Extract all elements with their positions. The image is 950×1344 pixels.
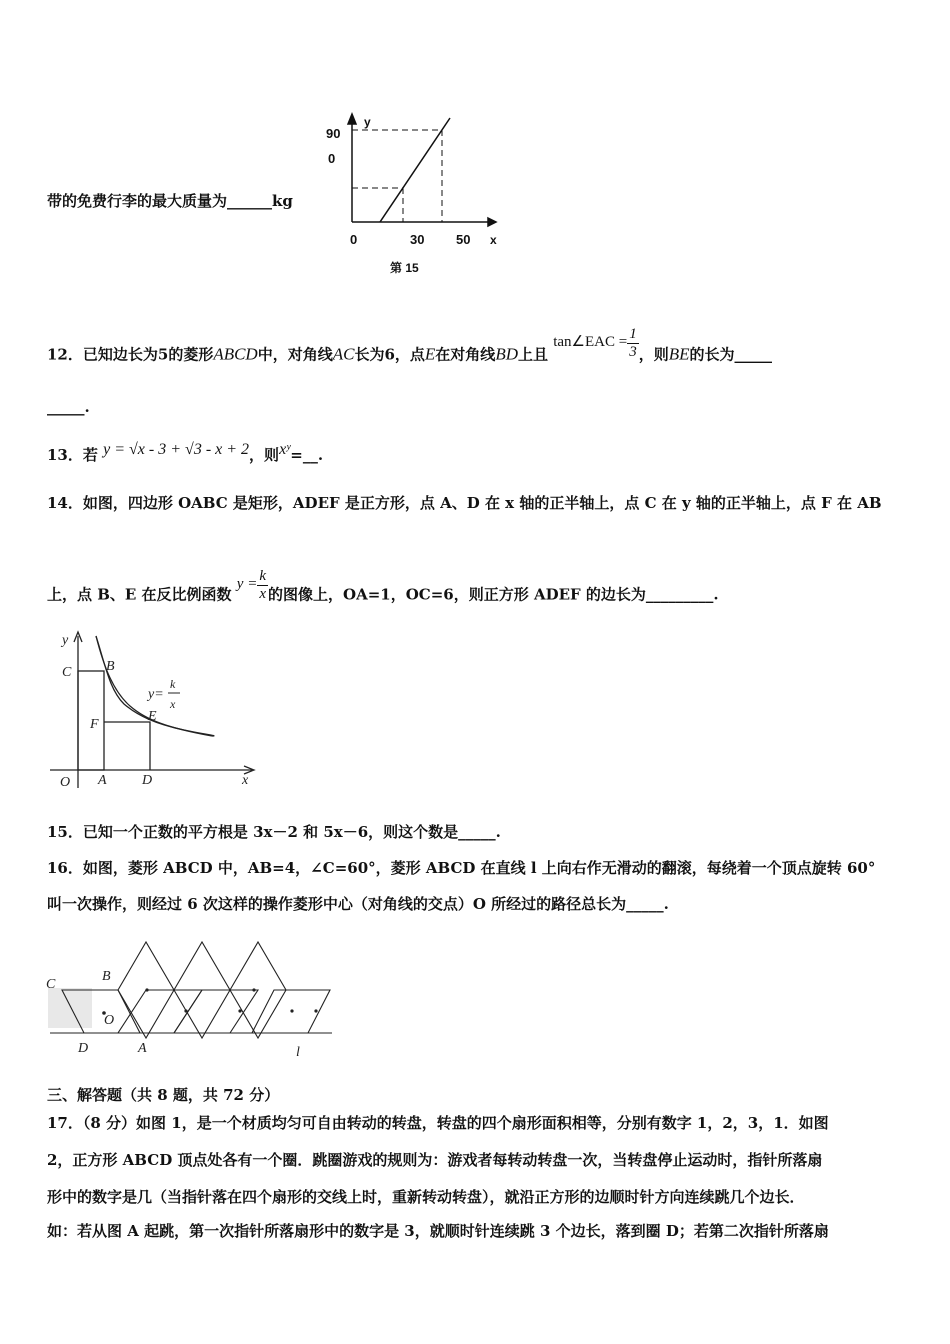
label-b: B: [102, 969, 111, 984]
baggage-graph: [320, 110, 520, 280]
label-c: C: [62, 665, 72, 680]
q13-text-1: 若: [82, 446, 98, 464]
x-axis-arrow: [488, 218, 496, 226]
label-c: C: [46, 977, 56, 992]
q12-text-1: 已知边长为5的菱形: [82, 345, 214, 364]
center-dot-2: [184, 1009, 187, 1012]
label-o: O: [104, 1013, 115, 1028]
q17-line2: 2，正方形 ABCD 顶点处各有一个圈．跳圈游戏的规则为：游戏者每转动转盘一次，当转盘停止运动时，指针所落扇: [47, 1151, 823, 1169]
center-dot-4: [252, 988, 255, 991]
q12-math-e: E: [424, 344, 436, 364]
q12-tan-expr: tan∠EAC =: [553, 333, 628, 350]
q14-text-2: 的图像上，OA=1，OC=6，则正方形 ADEF 的边长为_________.: [268, 585, 719, 604]
fn-label-x: x: [170, 697, 176, 711]
q12-text-3: 长为6，点: [354, 345, 425, 364]
label-x: x: [242, 773, 249, 788]
q16-line1: 16．如图，菱形 ABCD 中，AB=4，∠C=60°，菱形 ABCD 在直线 l 上向右作无滑动的翻滚，每绕着一个顶点旋转 60°: [47, 859, 876, 877]
q12-text-7: 的长为_____: [689, 345, 773, 364]
fn-label-y: y=: [148, 687, 164, 702]
label-d: D: [142, 773, 153, 788]
q13-equation: y = √x - 3 + √3 - x + 2: [103, 441, 250, 458]
q14-frac-den: x: [259, 586, 266, 602]
center-dot-3: [238, 1009, 241, 1012]
label-y: y: [62, 633, 69, 648]
q17-line3: 形中的数字是几（当指针落在四个扇形的交线上时，重新转动转盘），就沿正方形的边顺时针方向连续跳几个边长．: [47, 1188, 805, 1206]
x-tick-50: 50: [456, 232, 471, 247]
q12-math-bd: BD: [495, 344, 518, 364]
q14-y-eq: y =: [236, 575, 258, 592]
label-a: A: [98, 773, 107, 788]
q17-line4: 如：若从图 A 起跳，第一次指针所落扇形中的数字是 3，就顺时针连续跳 3 个边长，落到圈 D；若第二次指针所落扇: [47, 1222, 829, 1240]
x-tick-30: 30: [410, 232, 425, 247]
q15-line: 15．已知一个正数的平方根是 3x－2 和 5x－6，则这个数是_____.: [47, 823, 501, 841]
square-adef: [104, 722, 150, 770]
center-dot-1: [145, 988, 148, 991]
q13-number: 13．: [47, 446, 83, 464]
label-a: A: [138, 1041, 147, 1056]
q12-frac-den: 3: [629, 344, 637, 360]
q14-text-1: 上，点 B、E 在反比例函数: [47, 585, 232, 604]
y-tick-90: 90: [326, 126, 341, 141]
q12-line2: _____.: [47, 398, 90, 416]
q13-text-2: ，则: [249, 446, 280, 464]
q11-tail-text: 带的免费行李的最大质量为______kg: [47, 192, 293, 210]
q12-math-be: BE: [668, 344, 690, 364]
q14-line1: 14．如图，四边形 OABC 是矩形，ADEF 是正方形，点 A、D 在 x 轴的正半轴上，点 C 在 y 轴的正半轴上，点 F 在 AB: [47, 494, 882, 512]
y-axis-arrow: [348, 114, 356, 124]
q16-line2: 叫一次操作，则经过 6 次这样的操作菱形中心（对角线的交点）O 所经过的路径总长为_____.: [47, 895, 669, 913]
q12-text-6: ，则: [638, 345, 669, 364]
shaded-rhombus-area: [48, 988, 92, 1028]
label-l: l: [296, 1045, 300, 1060]
label-f: F: [90, 717, 99, 732]
label-b: B: [106, 659, 115, 674]
q12-number: 12．: [47, 345, 83, 364]
q12-math-ac: AC: [332, 344, 355, 364]
q13-text-3: =__.: [290, 446, 324, 464]
y-axis-label: y: [364, 115, 371, 129]
section3-title: 三、解答题（共 8 题，共 72 分）: [47, 1086, 280, 1104]
q14-line2: [47, 568, 719, 613]
q12-text-4: 在对角线: [435, 345, 496, 364]
x-axis-label: x: [490, 233, 497, 247]
q13-power: xʸ: [279, 441, 291, 458]
label-d: D: [78, 1041, 89, 1056]
q12-line1: [47, 326, 773, 373]
q12-text-2: 中，对角线: [257, 345, 333, 364]
q12-math-abcd: ABCD: [213, 344, 258, 364]
figure-caption: 第 15: [390, 261, 419, 275]
q12-text-5: 上且: [517, 345, 548, 364]
q14-figure: [44, 628, 264, 798]
q13-line: [47, 441, 324, 465]
graph-line: [380, 118, 450, 222]
x-origin: 0: [350, 232, 358, 247]
fn-label-k: k: [170, 677, 176, 691]
center-dot-5: [290, 1009, 293, 1012]
q14-fraction: [257, 568, 268, 603]
q14-frac-num: k: [259, 568, 266, 584]
q17-line1: 17．（8 分）如图 1，是一个材质均匀可自由转动的转盘，转盘的四个扇形面积相等，分别有数字 1，2，3，1．如图: [47, 1114, 829, 1132]
q16-figure: [44, 938, 334, 1060]
y-tick-0: 0: [328, 151, 336, 166]
q12-fraction: [627, 326, 639, 361]
label-o: O: [60, 775, 71, 790]
label-e: E: [148, 709, 157, 724]
center-dot-6: [314, 1009, 317, 1012]
q12-frac-num: 1: [629, 326, 637, 342]
